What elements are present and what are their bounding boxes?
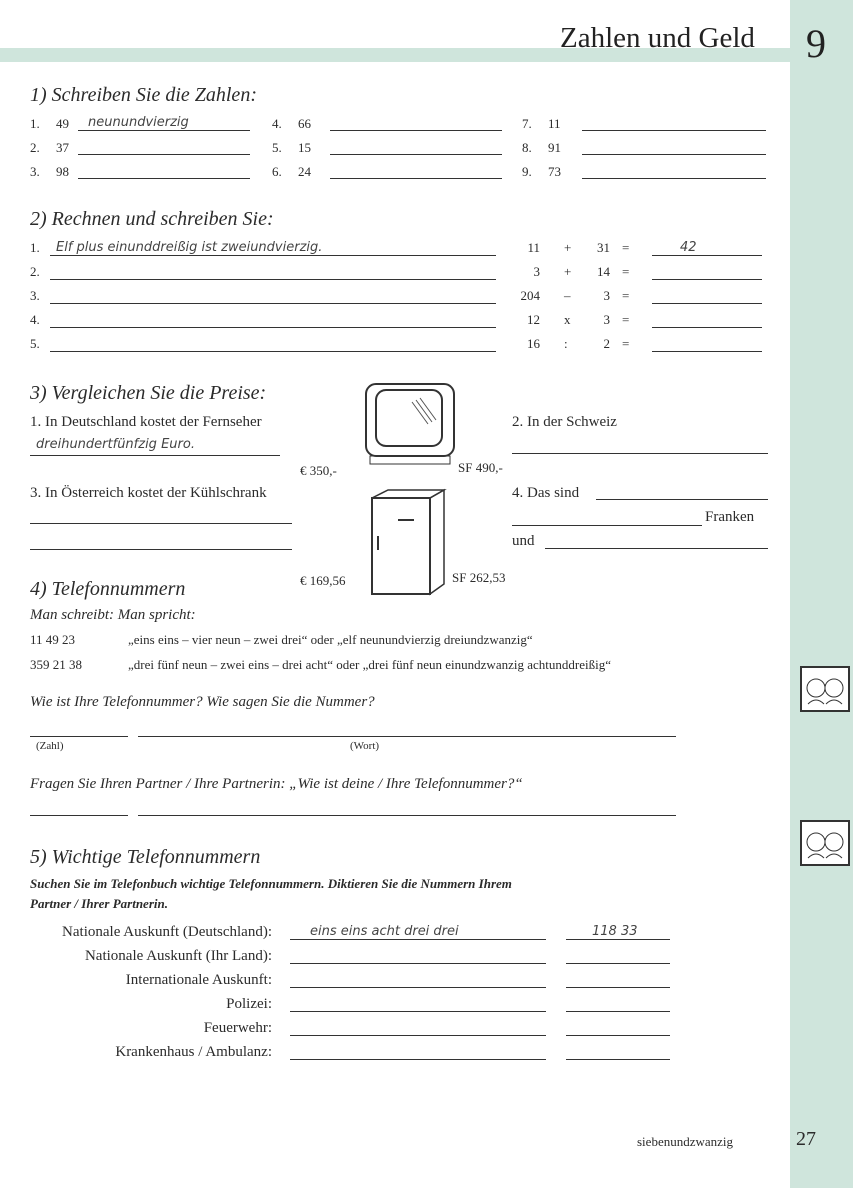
- price-question-4: 4. Das sind: [512, 485, 580, 501]
- item-number: 6.: [272, 164, 282, 179]
- number-line[interactable]: [566, 987, 670, 988]
- tv-price-euro: € 350,-: [300, 463, 337, 478]
- operand-a: 12: [527, 312, 540, 327]
- page-word: siebenundzwanzig: [637, 1134, 734, 1149]
- item-value: 66: [298, 116, 311, 131]
- partner-work-icon: [800, 820, 850, 866]
- fridge-image: [362, 488, 452, 598]
- price-question-1: 1. In Deutschland kostet der Fernseher: [30, 414, 262, 430]
- equals-sign: =: [622, 264, 630, 279]
- service-label: Krankenhaus / Ambulanz:: [115, 1044, 272, 1060]
- spoken-number-line[interactable]: [290, 1011, 546, 1012]
- answer-line[interactable]: [30, 523, 292, 524]
- operator: :: [564, 336, 568, 351]
- handwritten-answer: neunundvierzig: [88, 115, 189, 130]
- item-value: 15: [298, 140, 311, 155]
- answer-line[interactable]: [330, 130, 502, 131]
- answer-line[interactable]: [596, 499, 768, 500]
- example-spoken-2: „drei fünf neun – zwei eins – drei acht“ oder „drei fünf neun einundzwanzig achtunddreißig“: [128, 657, 611, 672]
- zahl-caption: (Zahl): [36, 740, 64, 752]
- fridge-price-franc: SF 262,53: [452, 570, 506, 585]
- operand-b: 2: [603, 336, 610, 351]
- section-5-heading: 5) Wichtige Telefonnummern: [30, 846, 261, 868]
- service-label: Feuerwehr:: [203, 1020, 272, 1036]
- item-number: 9.: [522, 164, 532, 179]
- row-number: 3.: [30, 288, 40, 303]
- question-phone: Wie ist Ihre Telefonnummer? Wie sagen Sie die Nummer?: [30, 694, 375, 710]
- section-4-heading: 4) Telefonnummern: [30, 578, 186, 600]
- answer-line[interactable]: [50, 303, 496, 304]
- operand-b: 3: [603, 288, 610, 303]
- number-line[interactable]: [566, 1035, 670, 1036]
- row-number: 1.: [30, 240, 40, 255]
- page-title: Zahlen und Geld: [560, 22, 755, 54]
- number-line[interactable]: [566, 1011, 670, 1012]
- result-line[interactable]: [652, 327, 762, 328]
- equals-sign: =: [622, 240, 630, 255]
- answer-line[interactable]: [30, 736, 128, 737]
- spoken-number-line[interactable]: [290, 963, 546, 964]
- price-answer-1: dreihundertfünfzig Euro.: [36, 437, 195, 452]
- equals-sign: =: [622, 288, 630, 303]
- answer-line[interactable]: [78, 130, 250, 131]
- franken-label: Franken: [705, 509, 755, 525]
- answer-line[interactable]: [30, 549, 292, 550]
- answer-line[interactable]: [545, 548, 768, 549]
- equals-sign: =: [622, 336, 630, 351]
- result-line[interactable]: [652, 351, 762, 352]
- answer-line[interactable]: [330, 178, 502, 179]
- item-value: 98: [56, 164, 69, 179]
- item-value: 49: [56, 116, 69, 131]
- row-number: 4.: [30, 312, 40, 327]
- service-label: Nationale Auskunft (Deutschland):: [62, 924, 272, 940]
- item-value: 24: [298, 164, 311, 179]
- row-number: 5.: [30, 336, 40, 351]
- answer-line[interactable]: [512, 453, 768, 454]
- item-value: 91: [548, 140, 561, 155]
- wort-caption: (Wort): [350, 740, 380, 752]
- answer-line[interactable]: [582, 130, 766, 131]
- item-number: 5.: [272, 140, 282, 155]
- page-number: 27: [796, 1128, 816, 1150]
- answer-line[interactable]: [50, 351, 496, 352]
- operator: x: [564, 312, 571, 327]
- number-line[interactable]: [566, 963, 670, 964]
- operator: +: [564, 264, 572, 279]
- example-spoken-1: „eins eins – vier neun – zwei drei“ oder „elf neunundvierzig dreiundzwanzig“: [128, 632, 533, 647]
- number-line[interactable]: [566, 1059, 670, 1060]
- section-5-instruction: Partner / Ihrer Partnerin.: [30, 896, 168, 911]
- item-number: 4.: [272, 116, 282, 131]
- item-number: 2.: [30, 140, 40, 155]
- service-label: Internationale Auskunft:: [125, 972, 272, 988]
- question-partner: Fragen Sie Ihren Partner / Ihre Partnerin: „Wie ist deine / Ihre Telefonnummer?“: [30, 776, 523, 792]
- handwritten-number: 118 33: [592, 924, 638, 939]
- item-number: 1.: [30, 116, 40, 131]
- example-number-2: 359 21 38: [30, 657, 82, 672]
- item-value: 37: [56, 140, 69, 155]
- spoken-number-line[interactable]: [290, 1035, 546, 1036]
- spoken-number-line[interactable]: [290, 939, 546, 940]
- result-line[interactable]: [652, 303, 762, 304]
- item-value: 11: [548, 116, 561, 131]
- operand-a: 3: [533, 264, 540, 279]
- section-4-subheading: Man schreibt: Man spricht:: [30, 607, 196, 623]
- answer-line[interactable]: [330, 154, 502, 155]
- answer-line[interactable]: [138, 815, 676, 816]
- price-question-3: 3. In Österreich kostet der Kühlschrank: [30, 485, 267, 501]
- spoken-number-line[interactable]: [290, 987, 546, 988]
- television-image: [360, 378, 460, 468]
- item-number: 8.: [522, 140, 532, 155]
- result-line[interactable]: [652, 279, 762, 280]
- operand-b: 31: [597, 240, 610, 255]
- answer-line[interactable]: [50, 279, 496, 280]
- row-number: 2.: [30, 264, 40, 279]
- answer-line[interactable]: [78, 178, 250, 179]
- answer-line[interactable]: [50, 255, 496, 256]
- section-1-heading: 1) Schreiben Sie die Zahlen:: [30, 84, 257, 106]
- answer-line[interactable]: [582, 154, 766, 155]
- operator: +: [564, 240, 572, 255]
- fridge-price-euro: € 169,56: [300, 573, 346, 588]
- item-value: 73: [548, 164, 561, 179]
- handwritten-result: 42: [680, 240, 697, 255]
- tv-price-franc: SF 490,-: [458, 460, 503, 475]
- price-question-2: 2. In der Schweiz: [512, 414, 617, 430]
- answer-line[interactable]: [30, 815, 128, 816]
- service-label: Nationale Auskunft (Ihr Land):: [84, 948, 272, 964]
- answer-line[interactable]: [50, 327, 496, 328]
- section-5-instruction: Suchen Sie im Telefonbuch wichtige Telefonnummern. Diktieren Sie die Nummern Ihrem: [30, 876, 512, 891]
- und-label: und: [512, 533, 535, 549]
- answer-line[interactable]: [138, 736, 676, 737]
- side-margin-band: [790, 0, 853, 1188]
- item-number: 7.: [522, 116, 532, 131]
- equals-sign: =: [622, 312, 630, 327]
- operand-b: 3: [603, 312, 610, 327]
- partner-work-icon: [800, 666, 850, 712]
- number-line[interactable]: [566, 939, 670, 940]
- section-2-heading: 2) Rechnen und schreiben Sie:: [30, 208, 274, 230]
- operator: –: [564, 288, 571, 303]
- result-line[interactable]: [652, 255, 762, 256]
- example-number-1: 11 49 23: [30, 632, 76, 647]
- handwritten-answer: eins eins acht drei drei: [310, 924, 459, 939]
- answer-line[interactable]: [78, 154, 250, 155]
- handwritten-answer: Elf plus einunddreißig ist zweiundvierzig.: [56, 240, 323, 255]
- spoken-number-line[interactable]: [290, 1059, 546, 1060]
- answer-line[interactable]: [512, 525, 702, 526]
- section-3-heading: 3) Vergleichen Sie die Preise:: [30, 382, 267, 404]
- operand-b: 14: [597, 264, 610, 279]
- operand-a: 16: [527, 336, 540, 351]
- operand-a: 11: [527, 240, 540, 255]
- operand-a: 204: [520, 288, 540, 303]
- answer-line[interactable]: [30, 455, 280, 456]
- item-number: 3.: [30, 164, 40, 179]
- chapter-number: 9: [806, 21, 826, 66]
- answer-line[interactable]: [582, 178, 766, 179]
- service-label: Polizei:: [226, 996, 272, 1012]
